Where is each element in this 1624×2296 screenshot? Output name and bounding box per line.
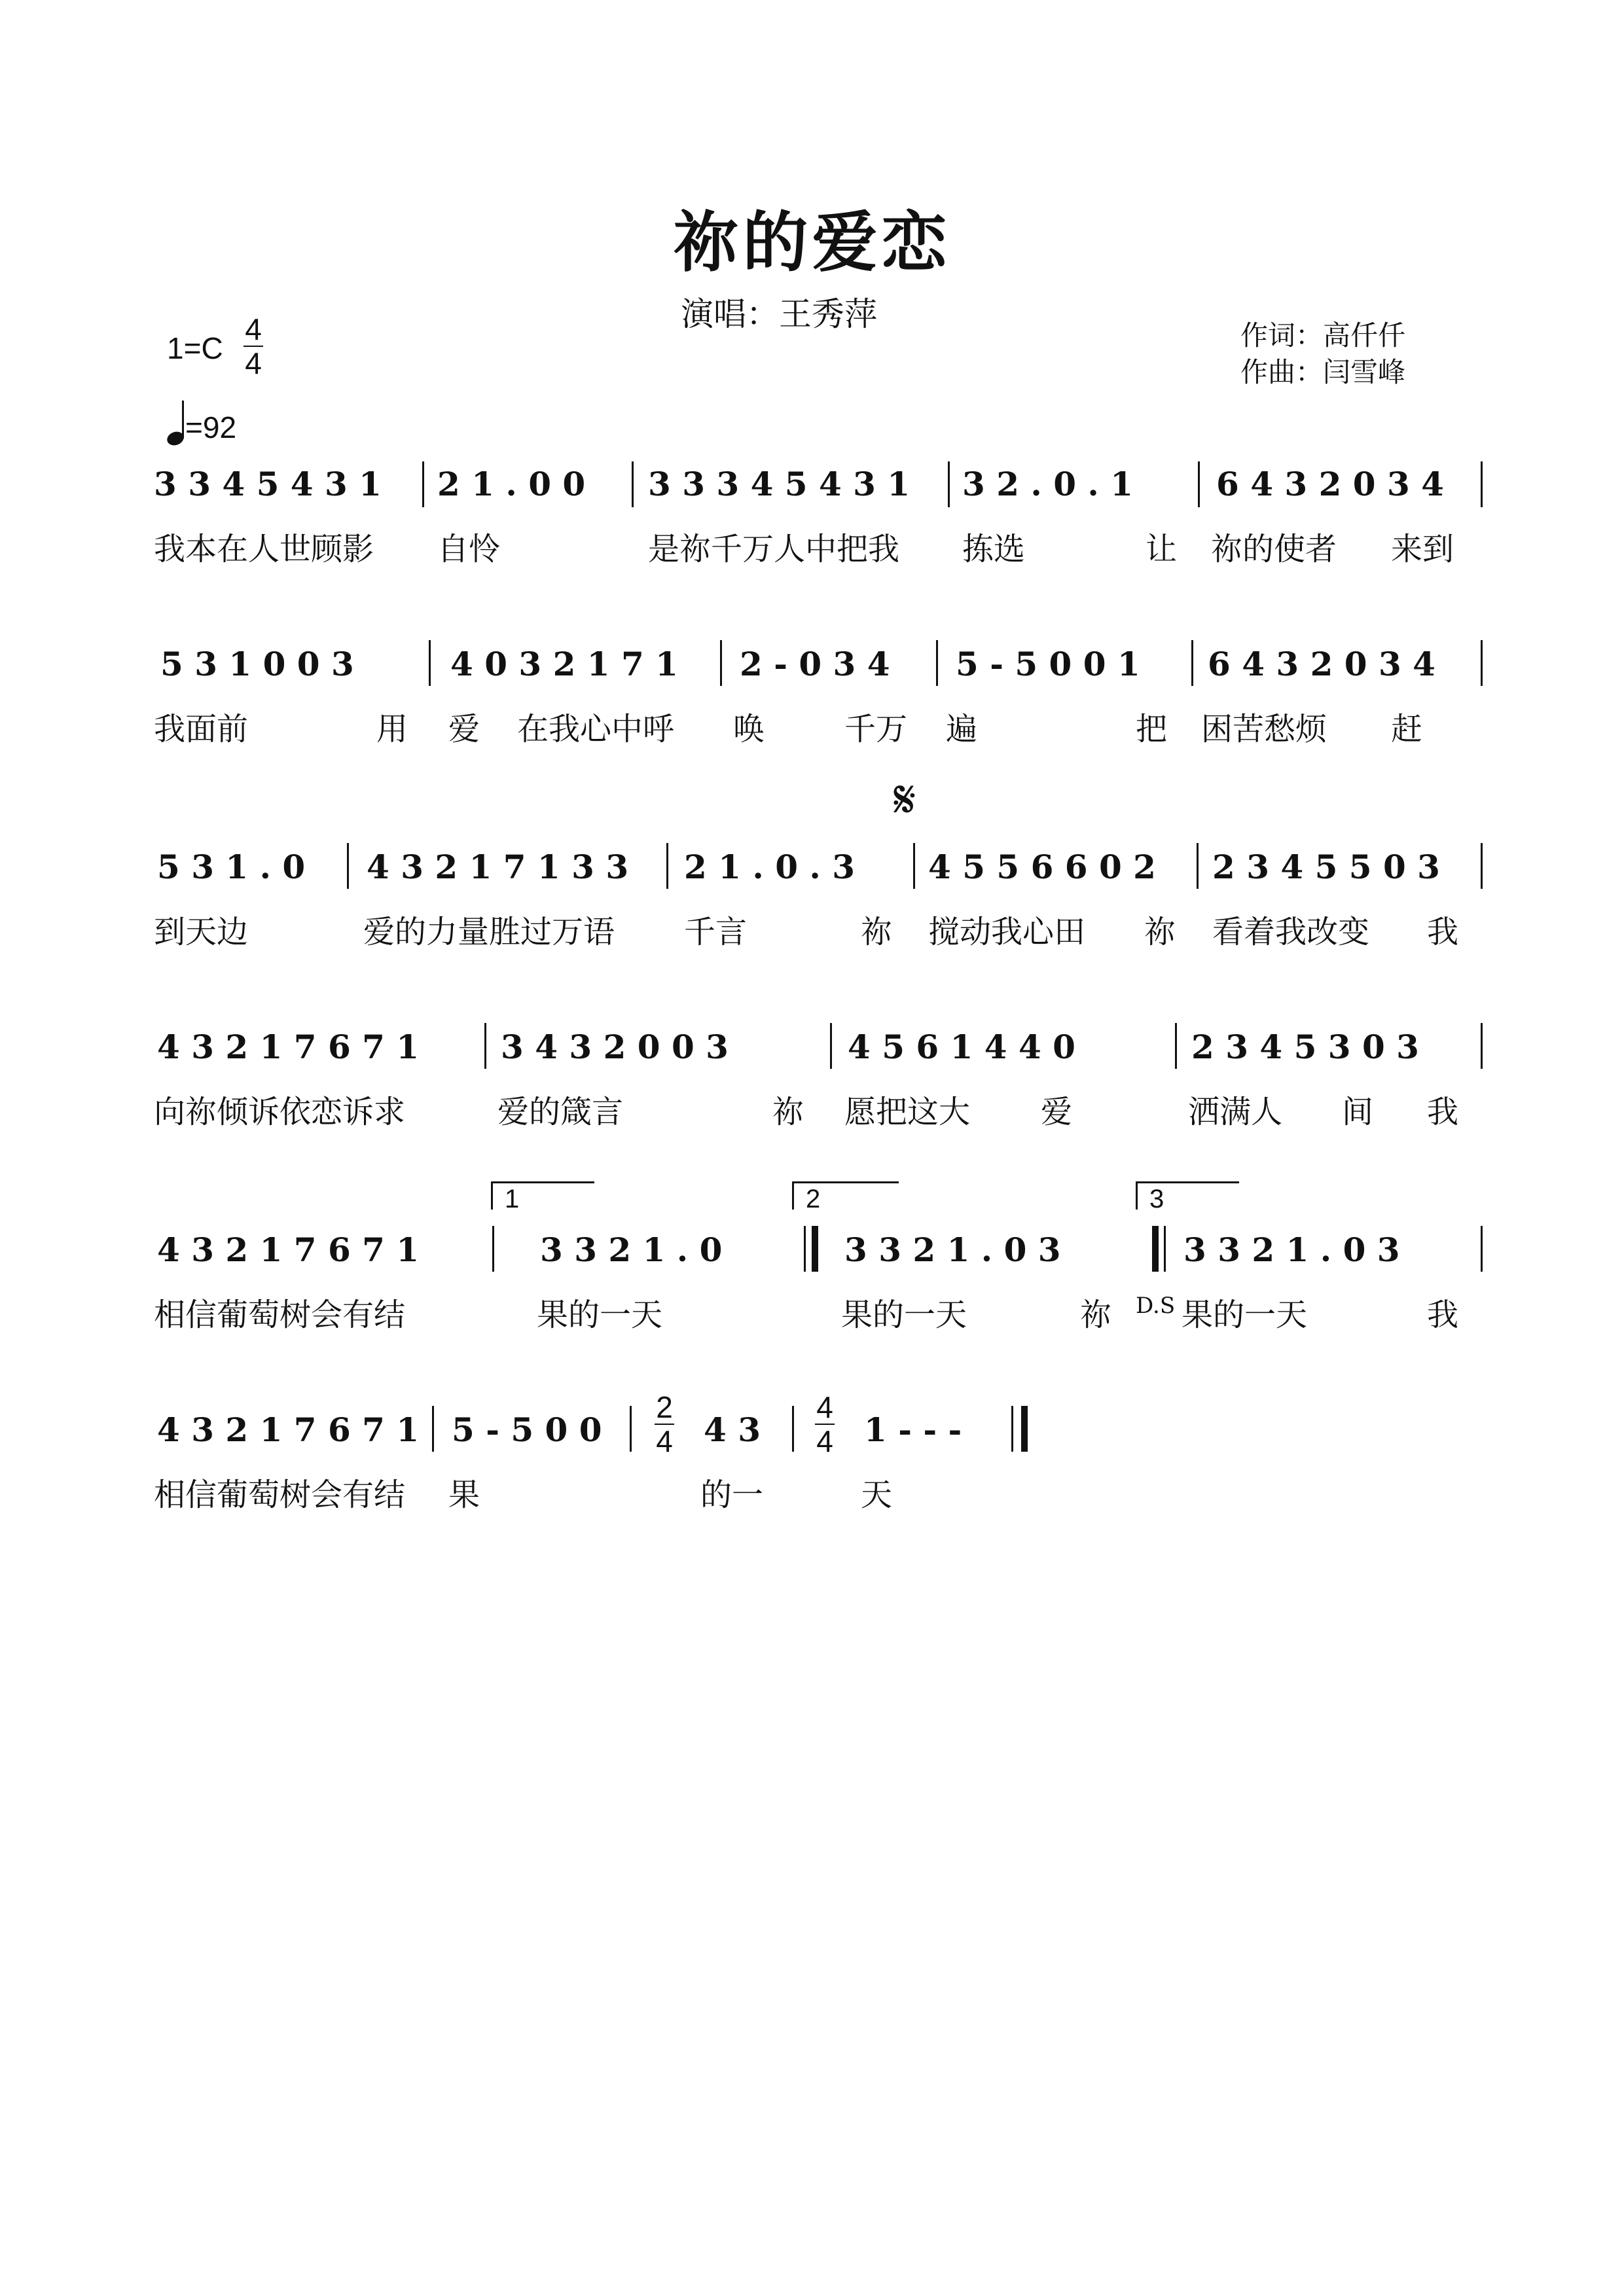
measure: 3 2 . 0 . 1 xyxy=(962,465,1134,503)
measure: 5 - 5 0 0 xyxy=(452,1410,602,1449)
lyric: 遍 xyxy=(946,711,978,747)
measure: 5 3 1 . 0 xyxy=(157,848,306,886)
lyric: 祢 xyxy=(1080,1297,1112,1333)
volta-bracket-3: 3 xyxy=(1136,1181,1239,1210)
lyric: 相信葡萄树会有结 xyxy=(154,1297,406,1333)
quarter-note-icon xyxy=(167,399,185,445)
measure: 2 1 . 0 . 3 xyxy=(684,848,856,886)
lyric: 拣选 xyxy=(962,531,1026,567)
lyric: 让 xyxy=(1146,531,1178,567)
lyric: 的一 xyxy=(700,1477,764,1513)
measure: 3 4 3 2 0 0 3 xyxy=(501,1028,729,1066)
lyric: 千万 xyxy=(844,711,908,747)
volta-bracket-1: 1 xyxy=(491,1181,594,1210)
measure: 4 3 xyxy=(704,1410,761,1449)
lyric: 我面前 xyxy=(154,711,249,747)
lyric: 愿把这大 xyxy=(844,1094,971,1130)
lyric: 在我心中呼 xyxy=(517,711,675,747)
credits xyxy=(1240,317,1405,391)
lyric: 天 xyxy=(861,1477,893,1513)
measure: 4 5 6 1 4 4 0 xyxy=(848,1028,1075,1066)
lyric: 是祢千万人中把我 xyxy=(648,531,900,567)
measure: 6 4 3 2 0 3 4 xyxy=(1216,465,1444,503)
measure: 3 3 2 1 . 0 3 xyxy=(844,1230,1061,1269)
lyric: 困苦愁烦 xyxy=(1201,711,1327,747)
segno-sign-icon: 𝄋 xyxy=(893,769,916,830)
time-change-2-4: 2 4 xyxy=(655,1391,674,1458)
song-title: 祢的爱恋 xyxy=(673,204,951,281)
volta-bracket-2: 2 xyxy=(792,1181,899,1210)
lyric: 我 xyxy=(1427,1094,1459,1130)
tempo-marking xyxy=(167,399,236,445)
lyric: 间 xyxy=(1342,1094,1374,1130)
measure: 4 3 2 1 7 6 7 1 xyxy=(157,1230,420,1269)
lyric: 搅动我心田 xyxy=(928,914,1086,950)
lyric: 我 xyxy=(1427,914,1459,950)
measure: 5 - 5 0 0 1 xyxy=(956,645,1140,683)
measure: 4 0 3 2 1 7 1 xyxy=(450,645,678,683)
singer-credit: 演唱：王秀萍 xyxy=(681,295,877,333)
time-signature xyxy=(244,313,263,380)
measure: 3 3 4 5 4 3 1 xyxy=(154,465,382,503)
lyricist-credit: 作词：高仟仟 xyxy=(1240,319,1406,351)
time-change-4-4: 4 4 xyxy=(815,1391,835,1458)
lyric: 来到 xyxy=(1391,531,1454,567)
measure: 2 3 4 5 5 0 3 xyxy=(1212,848,1440,886)
measure: 4 3 2 1 7 6 7 1 xyxy=(157,1028,420,1066)
tempo-value: =92 xyxy=(185,410,237,444)
lyric: 看着我改变 xyxy=(1212,914,1370,950)
lyric: 把 xyxy=(1136,711,1168,747)
measure: 6 4 3 2 0 3 4 xyxy=(1208,645,1435,683)
measure: 2 - 0 3 4 xyxy=(740,645,890,683)
lyric: 祢 xyxy=(772,1094,804,1130)
lyric: 果 xyxy=(448,1477,480,1513)
lyric: 我本在人世顾影 xyxy=(154,531,374,567)
measure: 4 3 2 1 7 1 3 3 xyxy=(367,848,629,886)
lyric: 我 xyxy=(1427,1297,1459,1333)
measure: 2 3 4 5 3 0 3 xyxy=(1191,1028,1419,1066)
lyric: 唤 xyxy=(733,711,765,747)
lyric: 千言 xyxy=(684,914,748,950)
measure: 4 5 5 6 6 0 2 xyxy=(928,848,1156,886)
lyric: 果的一天 xyxy=(1182,1297,1308,1333)
composer-credit: 作曲：闫雪峰 xyxy=(1240,356,1406,388)
lyric: 果的一天 xyxy=(537,1297,663,1333)
measure: 2 1 . 0 0 xyxy=(437,465,586,503)
measure: 4 3 2 1 7 6 7 1 xyxy=(157,1410,420,1449)
lyric: 洒满人 xyxy=(1188,1094,1283,1130)
time-signature-bottom: 4 xyxy=(245,346,262,380)
measure: 5 3 1 0 0 3 xyxy=(160,645,354,683)
lyric: 相信葡萄树会有结 xyxy=(154,1477,406,1513)
measure: 3 3 2 1 . 0 3 xyxy=(1183,1230,1400,1269)
lyric: 爱的力量胜过万语 xyxy=(363,914,615,950)
lyric: 用 xyxy=(376,711,408,747)
lyric: 赶 xyxy=(1391,711,1423,747)
lyric: 爱 xyxy=(448,711,480,747)
lyric: 果的一天 xyxy=(841,1297,967,1333)
lyric: 祢 xyxy=(861,914,893,950)
lyric: 向祢倾诉依恋诉求 xyxy=(154,1094,406,1130)
key-signature: 1=C xyxy=(167,331,223,365)
lyric: 爱 xyxy=(1041,1094,1073,1130)
measure: 1 - - - xyxy=(864,1410,962,1449)
ds-mark: D.S xyxy=(1136,1293,1176,1319)
measure: 3 3 3 4 5 4 3 1 xyxy=(648,465,911,503)
lyric: 自怜 xyxy=(437,531,501,567)
lyric: 祢的使者 xyxy=(1211,531,1337,567)
lyric: 祢 xyxy=(1144,914,1176,950)
lyric: 到天边 xyxy=(154,914,249,950)
lyric: 爱的箴言 xyxy=(497,1094,624,1130)
time-signature-top: 4 xyxy=(245,312,262,346)
measure: 3 3 2 1 . 0 xyxy=(540,1230,723,1269)
